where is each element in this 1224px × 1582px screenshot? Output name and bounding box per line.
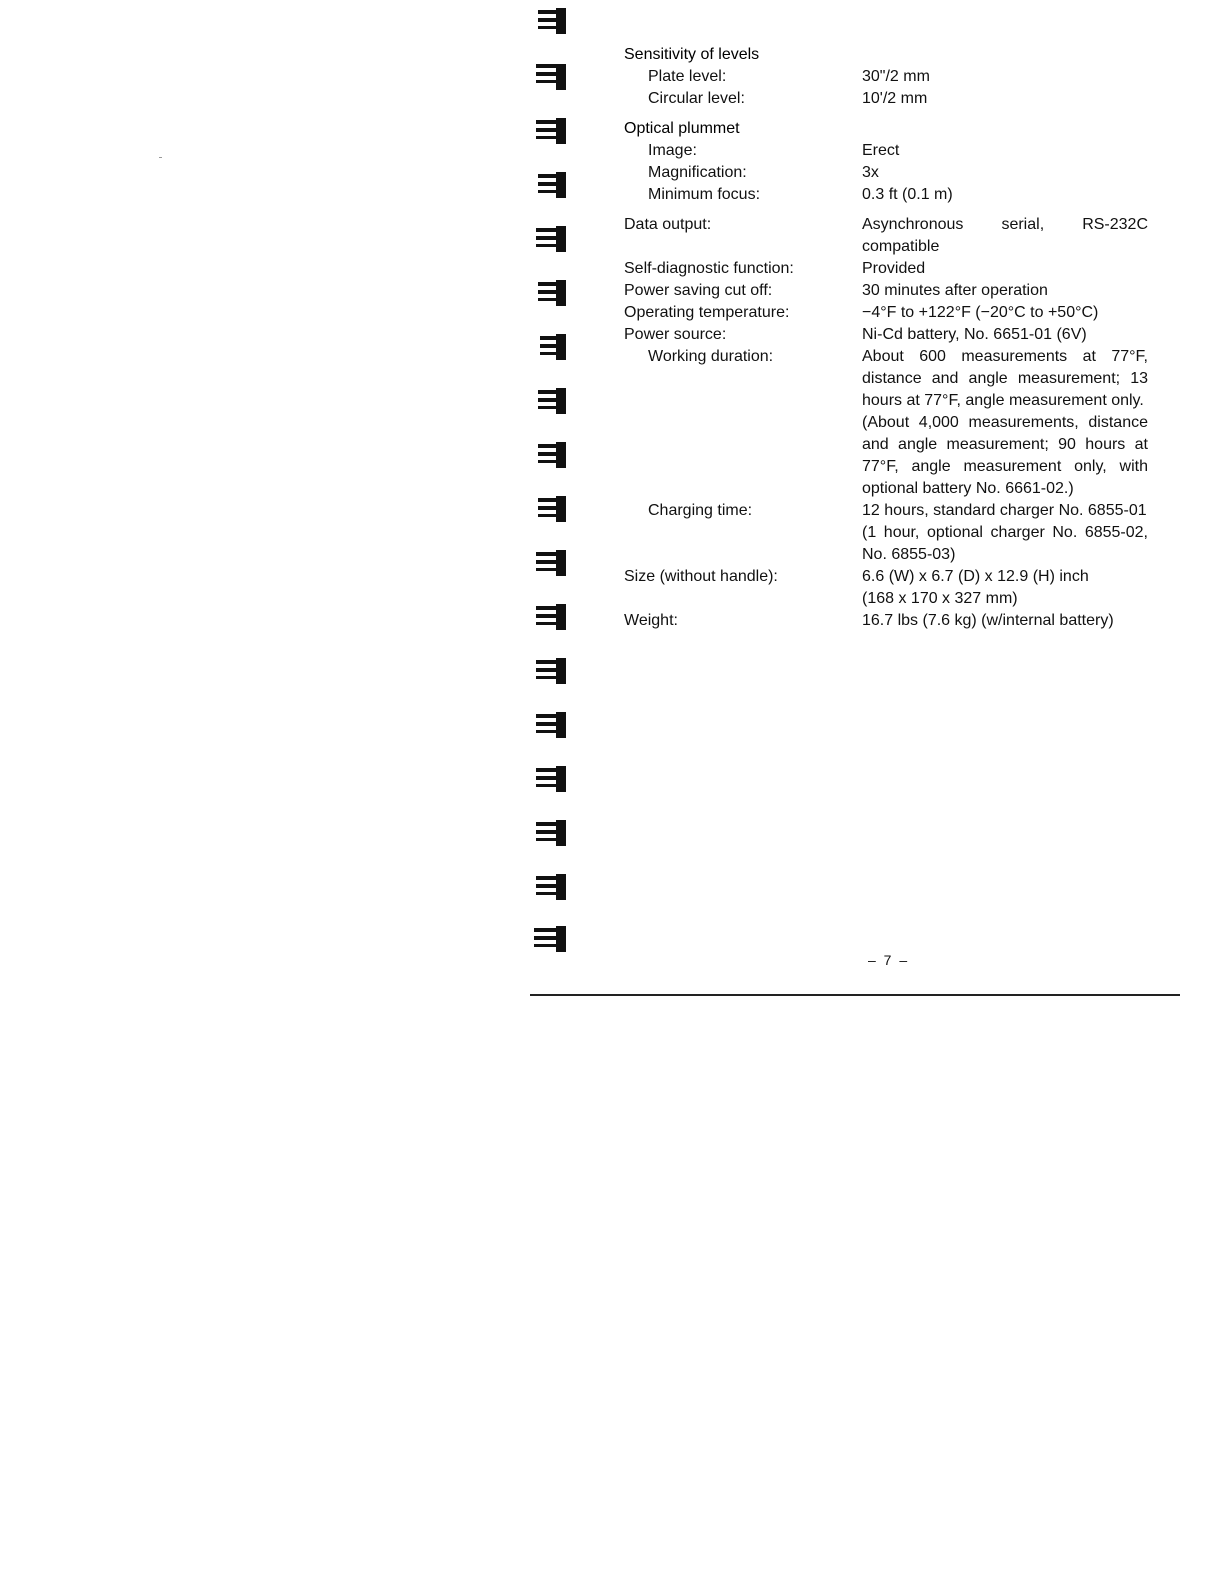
spec-value-text: About 600 measurements at 77°F, distance and angle measurement; 13 hours at 77°F, angle measurement only. xyxy=(862,348,1148,409)
spec-value-text: 12 hours, standard charger No. 6855-01 xyxy=(862,502,1147,519)
spec-heading: Sensitivity of levels xyxy=(624,46,760,63)
spec-row xyxy=(624,258,1154,280)
spec-value-text: Asynchronous serial, RS-232C compatible xyxy=(862,216,1148,255)
spec-row xyxy=(624,66,1154,88)
spec-value xyxy=(862,566,1148,610)
spec-label: Magnification: xyxy=(648,164,747,181)
spec-row xyxy=(624,162,1154,184)
binding-ring-icon xyxy=(530,816,570,850)
binding-ring-icon xyxy=(530,168,570,202)
binding-ring-icon xyxy=(530,384,570,418)
spec-label: Charging time: xyxy=(648,502,753,519)
binding-ring-icon xyxy=(530,222,570,256)
spec-value: Provided xyxy=(862,260,926,277)
spec-value xyxy=(862,214,1148,258)
binding-ring-icon xyxy=(530,762,570,796)
binding-ring-icon xyxy=(530,114,570,148)
spec-row xyxy=(624,302,1154,324)
spec-value-text: (About 4,000 measurements, distance and angle measurement; 90 hours at 77°F, angle measurement only, with optional battery No. 6661-02.) xyxy=(862,414,1148,497)
binding-ring-icon xyxy=(530,600,570,634)
spec-row xyxy=(624,88,1154,110)
binding-ring-icon xyxy=(530,922,570,956)
spec-label: Plate level: xyxy=(648,68,727,85)
spec-value: 30"/2 mm xyxy=(862,68,930,85)
spec-row xyxy=(624,118,1154,140)
spiral-binding xyxy=(530,0,570,960)
binding-ring-icon xyxy=(530,546,570,580)
spec-label: Minimum focus: xyxy=(648,186,761,203)
spec-label: Circular level: xyxy=(648,90,745,107)
spec-label: Size (without handle): xyxy=(624,568,778,585)
spec-value-text: (168 x 170 x 327 mm) xyxy=(862,590,1018,607)
spec-row xyxy=(624,324,1154,346)
binding-ring-icon xyxy=(530,330,570,364)
page-bottom-rule xyxy=(530,994,1180,996)
scan-speck xyxy=(159,157,162,158)
spec-value: −4°F to +122°F (−20°C to +50°C) xyxy=(862,304,1099,321)
spec-row xyxy=(624,610,1154,632)
spec-row xyxy=(624,346,1154,500)
spec-value-text: 6.6 (W) x 6.7 (D) x 12.9 (H) inch xyxy=(862,568,1089,585)
spec-value: Erect xyxy=(862,142,900,159)
spec-label: Working duration: xyxy=(648,348,774,365)
spec-label: Power source: xyxy=(624,326,727,343)
spec-value: 3x xyxy=(862,164,879,181)
spec-row xyxy=(624,44,1154,66)
binding-ring-icon xyxy=(530,708,570,742)
binding-ring-icon xyxy=(530,60,570,94)
specifications-list xyxy=(624,44,1154,632)
spec-value-text: (1 hour, optional charger No. 6855-02, No. 6855-03) xyxy=(862,524,1148,563)
spec-row xyxy=(624,214,1154,258)
spec-value xyxy=(862,346,1148,500)
spec-value: 30 minutes after operation xyxy=(862,282,1048,299)
spec-value xyxy=(862,500,1148,566)
spec-row xyxy=(624,500,1154,566)
spec-label: Self-diagnostic function: xyxy=(624,260,794,277)
spec-label: Data output: xyxy=(624,216,712,233)
binding-ring-icon xyxy=(530,870,570,904)
binding-ring-icon xyxy=(530,4,570,38)
binding-ring-icon xyxy=(530,438,570,472)
binding-ring-icon xyxy=(530,492,570,526)
spec-label: Power saving cut off: xyxy=(624,282,773,299)
spec-value: 16.7 lbs (7.6 kg) (w/internal battery) xyxy=(862,612,1114,629)
spec-row xyxy=(624,566,1154,610)
spec-heading: Optical plummet xyxy=(624,120,740,137)
spec-label: Image: xyxy=(648,142,697,159)
spec-row xyxy=(624,140,1154,162)
spec-row xyxy=(624,280,1154,302)
page-number: – 7 – xyxy=(868,952,910,968)
binding-ring-icon xyxy=(530,654,570,688)
spec-value: 10'/2 mm xyxy=(862,90,928,107)
spec-row xyxy=(624,184,1154,206)
spec-value: Ni-Cd battery, No. 6651-01 (6V) xyxy=(862,326,1087,343)
binding-ring-icon xyxy=(530,276,570,310)
spec-label: Operating temperature: xyxy=(624,304,790,321)
spec-label: Weight: xyxy=(624,612,678,629)
spec-value: 0.3 ft (0.1 m) xyxy=(862,186,953,203)
